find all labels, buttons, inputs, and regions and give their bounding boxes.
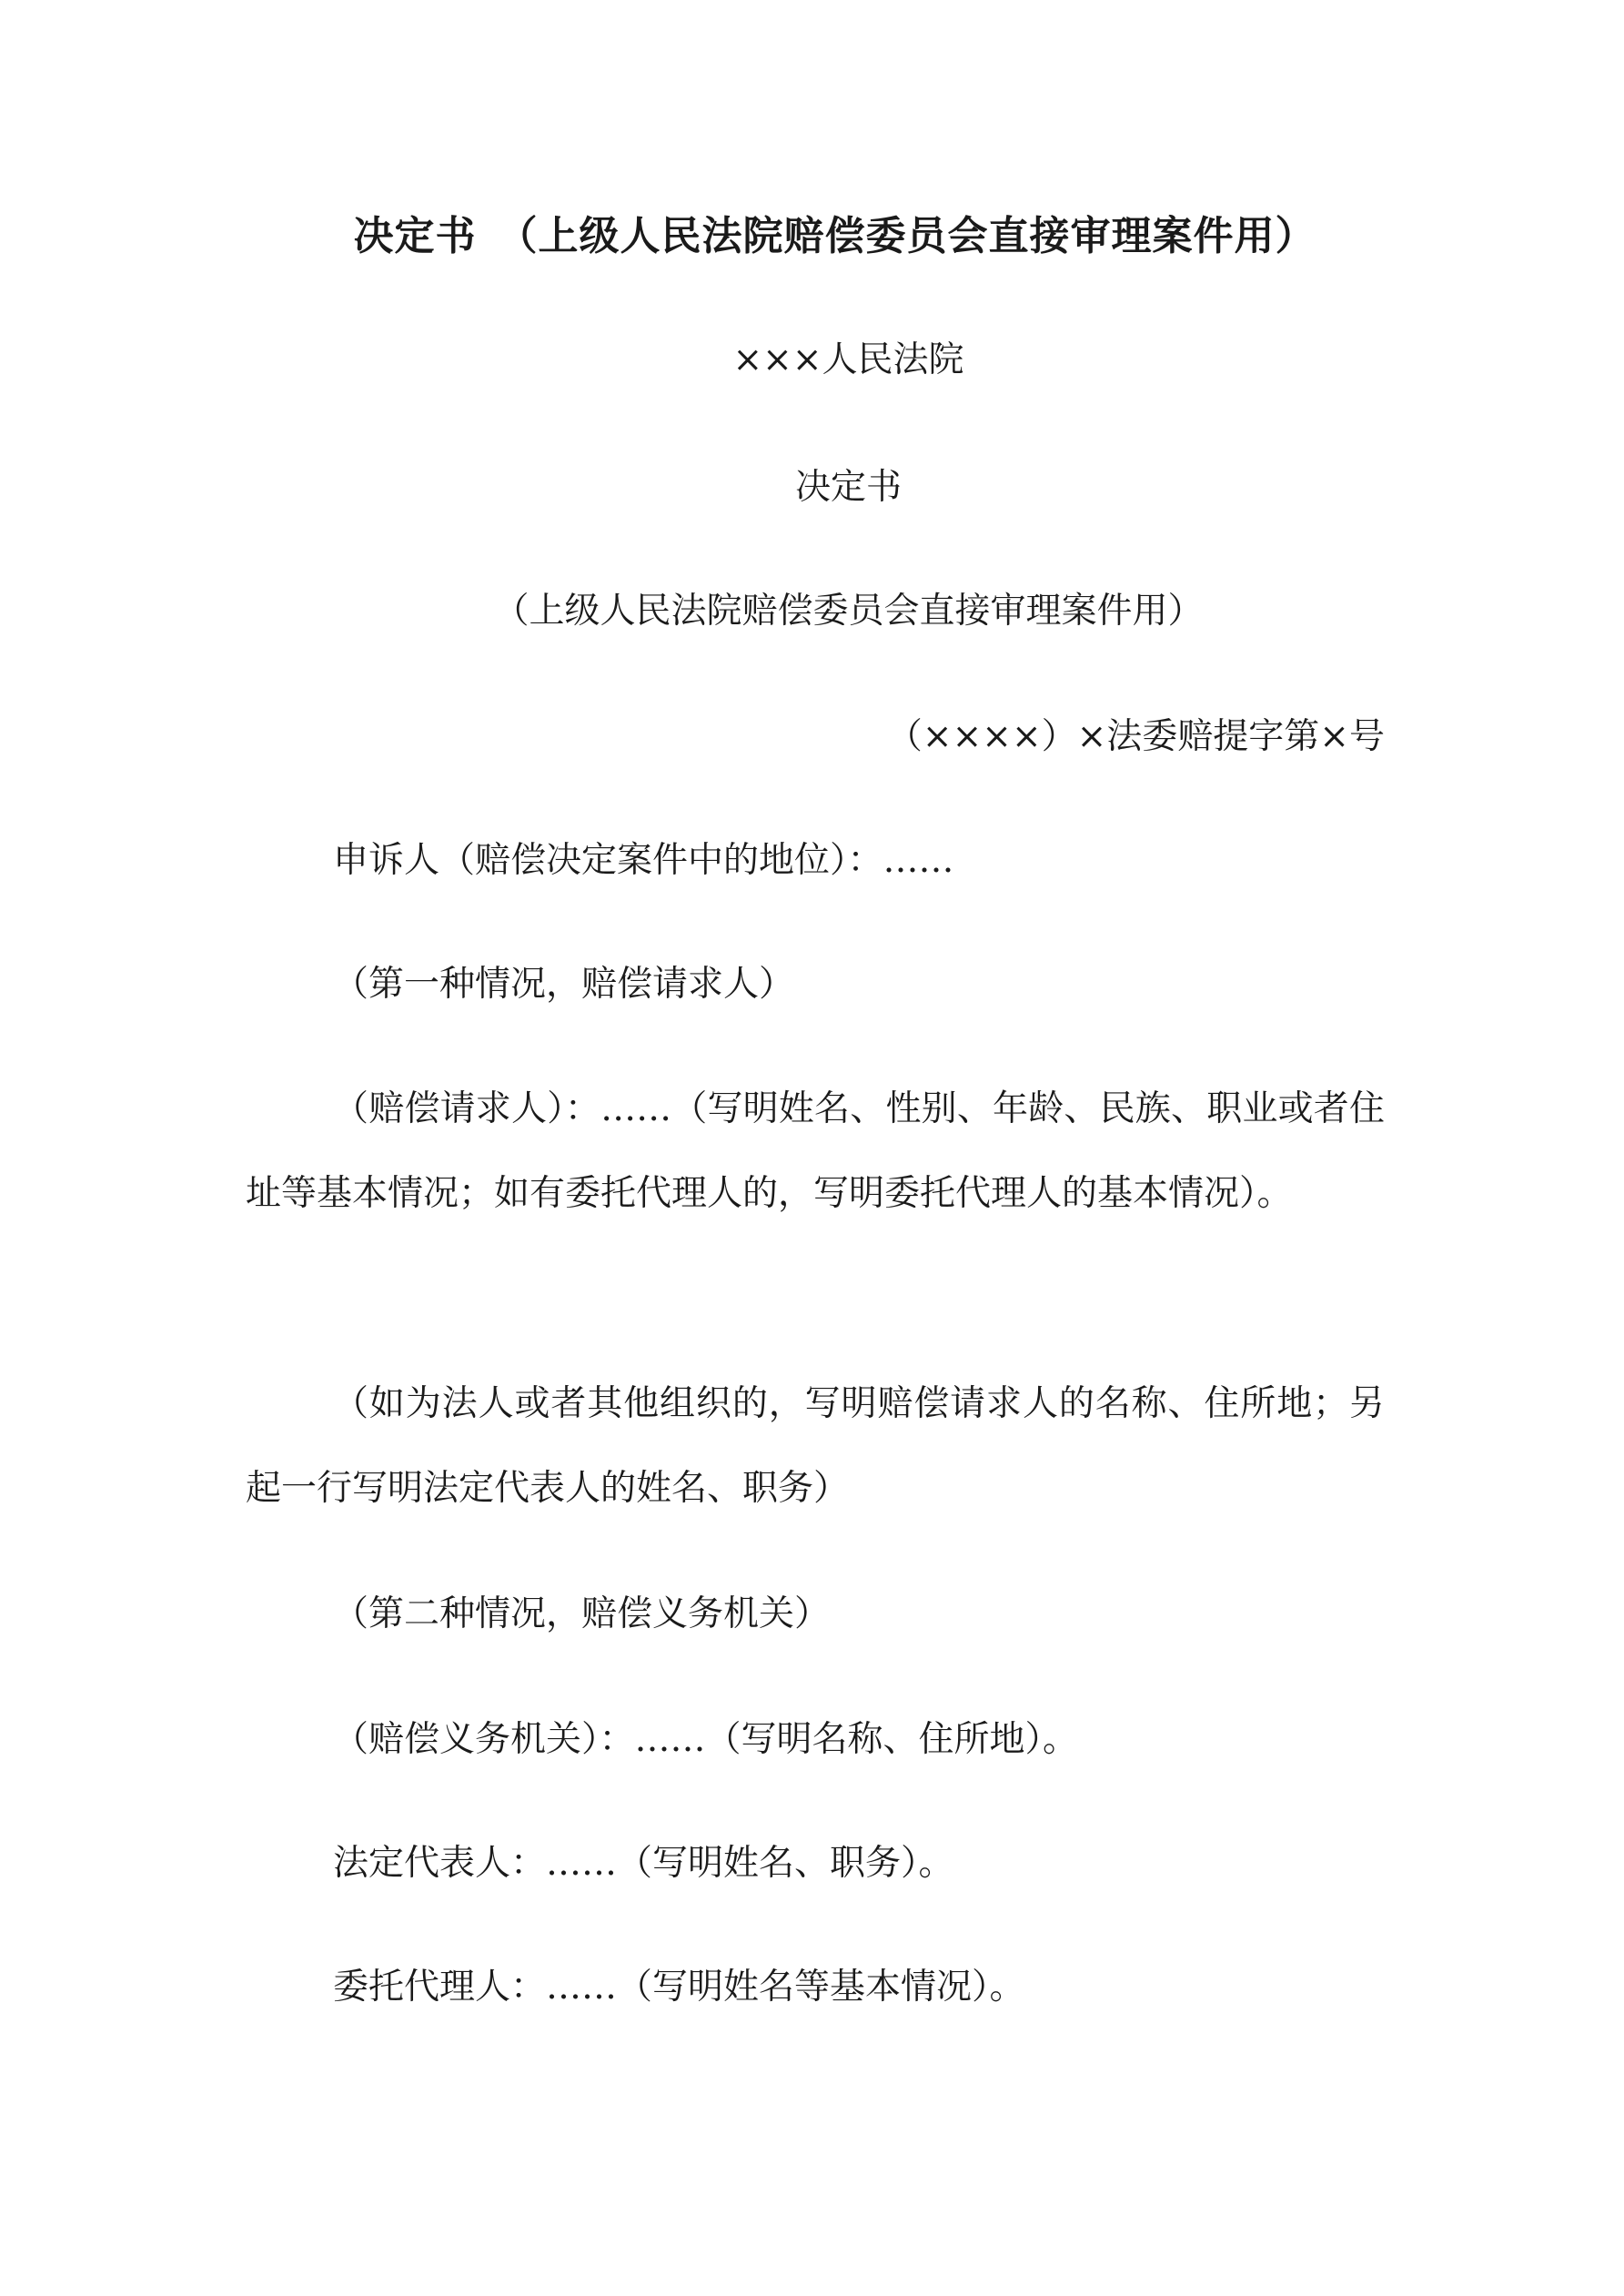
paragraph-case-one-heading: （第一种情况，赔偿请求人） [333, 964, 795, 1005]
paragraph-appellant: 申诉人（赔偿决定案件中的地位）：…… [333, 840, 954, 881]
paragraph-obligor-organ: （赔偿义务机关）：……（写明名称、住所地）。 [333, 1719, 1079, 1760]
paragraph-legal-entity-note: （如为法人或者其他组织的，写明赔偿请求人的名称、住所地；另起一行写明法定代表人的姓名、职务） [246, 1383, 1385, 1509]
paragraph-authorized-agent: 委托代理人：……（写明姓名等基本情况）。 [333, 1967, 1025, 2008]
paragraph-legal-representative: 法定代表人：……（写明姓名、职务）。 [333, 1843, 954, 1884]
page-title: 决定书 （上级人民法院赔偿委员会直接审理案件用） [353, 213, 1316, 259]
paragraph-case-two-heading: （第二种情况，赔偿义务机关） [333, 1593, 831, 1634]
case-number: （××××）×法委赔提字第×号 [886, 716, 1385, 757]
court-name: ×××人民法院 [732, 339, 964, 380]
document-type-heading: 决定书 [794, 467, 902, 508]
paragraph-claimant-details: （赔偿请求人）：……（写明姓名、性别、年龄、民族、职业或者住址等基本情况；如有委托代理人的，写明委托代理人的基本情况）。 [246, 1088, 1385, 1214]
document-subtitle: （上级人民法院赔偿委员会直接审理案件用） [493, 591, 1204, 632]
